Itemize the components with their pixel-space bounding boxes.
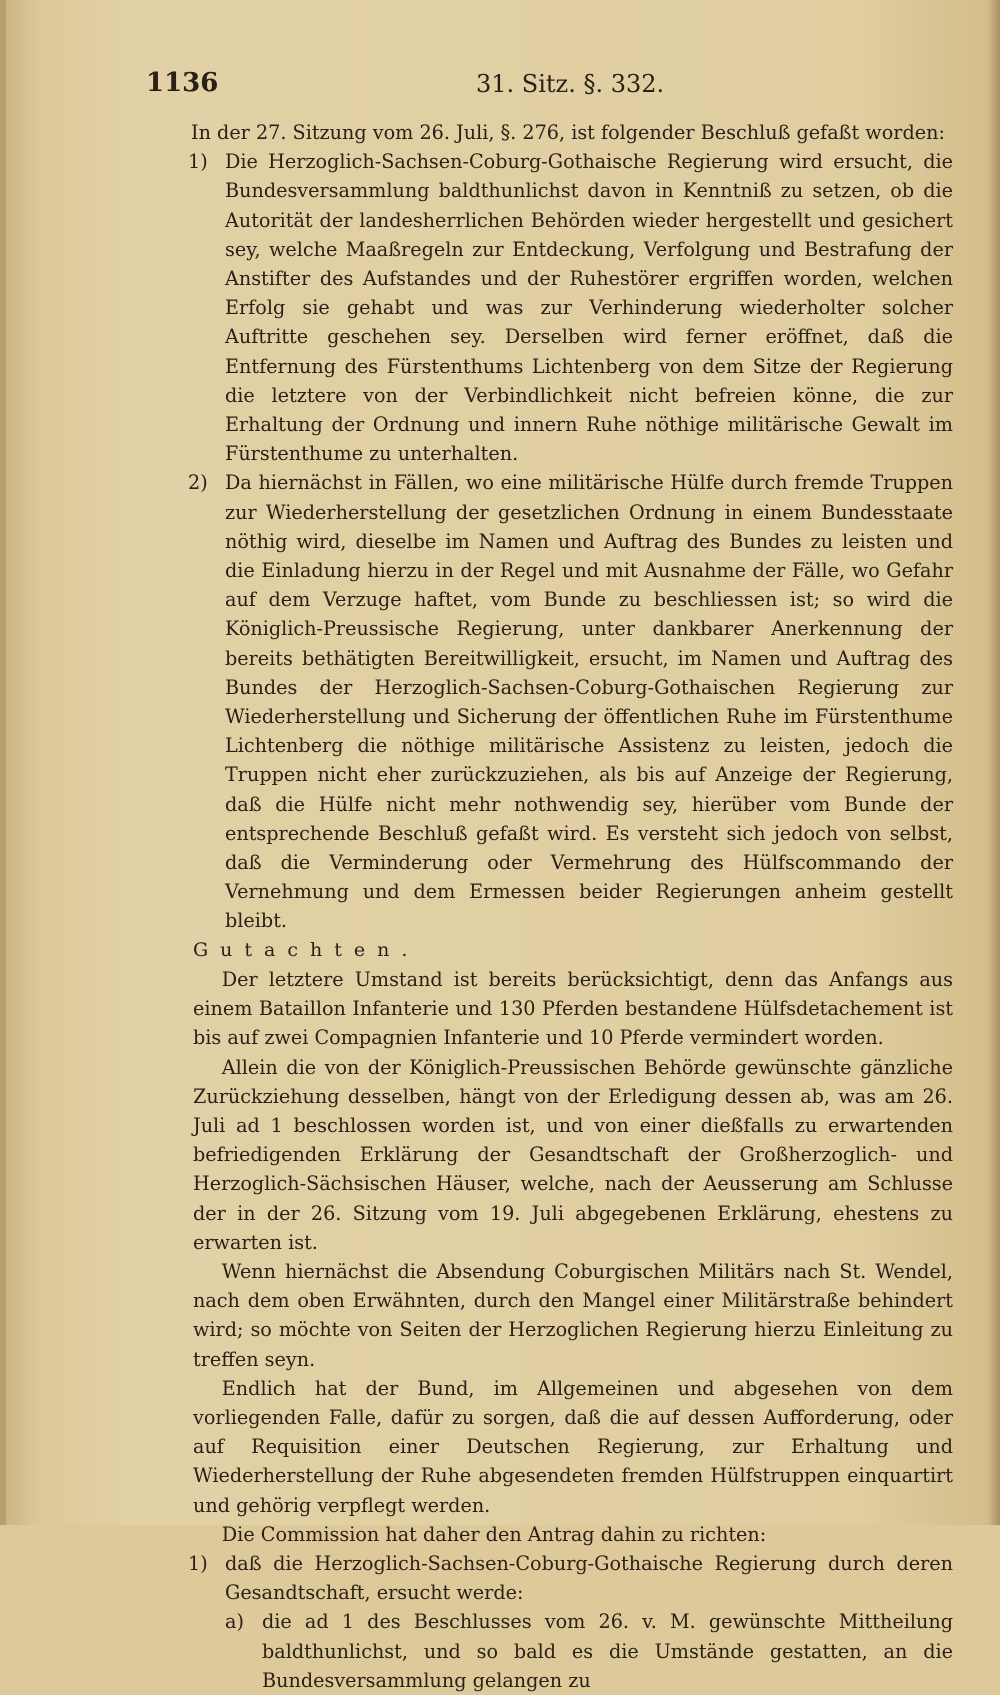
item-number: 1) (188, 150, 208, 174)
item-text: Da hiernächst in Fällen, wo eine militärische Hülfe durch fremde Truppen zur Wiederherstellung der gesetzlichen Ordnung in einem Bundesstaate nöthig wird, dieselbe im Namen und Auftrag des Bundes zu leisten und die Einladung hierzu in der Regel und mit Ausnahme der Fälle, wo Gefahr auf dem Verzuge haftet, vom Bunde zu beschliessen ist; so wird die Königlich-Preussische Regierung, unter dankbarer Anerkennung der bereits bethätigten Bereitwilligkeit, ersucht, im Namen und Auftrag des Bundes der Herzoglich-Sachsen-Coburg-Gothaischen Regierung zur Wiederherstellung und Sicherung der öffentlichen Ruhe im Fürstenthume Lichtenberg die nöthige militärische Assistenz zu leisten, jedoch die Truppen nicht eher zurückzuziehen, als bis auf Anzeige der Regierung, daß die Hülfe nicht mehr nothwendig sey, hierüber vom Bunde der entsprechende Beschluß gefaßt wird. Es versteht sich jedoch von selbst, daß die Verminderung oder Vermehrung des Hülfscommando der Vernehmung und dem Ermessen beider Regierungen anheim gestellt bleibt. (225, 471, 953, 933)
item-text: Die Herzoglich-Sachsen-Coburg-Gothaische Regierung wird ersucht, die Bundesversammlung baldthunlichst davon in Kenntniß zu setzen, ob die Autorität der landesherrlichen Behörden wieder hergestellt und gesichert sey, welche Maaßregeln zur Entdeckung, Verfolgung und Bestrafung der Anstifter des Aufstandes und der Ruhestörer ergriffen worden, welchen Erfolg sie gehabt und was zur Verhinderung wiederholter solcher Auftritte geschehen sey. Derselben wird ferner eröffnet, daß die Entfernung des Fürstenthums Lichtenberg von dem Sitze der Regierung die letztere von der Verbindlichkeit nicht befreien könne, die zur Erhaltung der Ordnung und innern Ruhe nöthige militärische Gewalt im Fürstenthume zu unterhalten. (225, 150, 953, 466)
resolution-item (188, 147, 953, 468)
item-text: daß die Herzoglich-Sachsen-Coburg-Gothaische Regierung durch deren Gesandtschaft, ersucht werde: (225, 1551, 953, 1605)
paragraph: Allein die von der Königlich-Preussischen Behörde gewünschte gänzliche Zurückziehung desselben, hängt von der Erledigung dessen ab, was am 26. Juli ad 1 beschlossen worden ist, und von einer dießfalls zu erwartenden befriedigenden Erklärung der Gesandtschaft der Großherzoglich- und Herzoglich-Sächsischen Häuser, welche, nach der Aeusserung am Schlusse der in der 26. Sitzung vom 19. Juli abgegebenen Erklärung, ehestens zu erwarten ist. (193, 1055, 953, 1254)
item-number: 1) (188, 1551, 208, 1575)
proposal-item (188, 1549, 953, 1607)
resolution-item (188, 468, 953, 935)
sub-item (225, 1607, 953, 1695)
running-head: 31. Sitz. §. 332. (476, 70, 665, 98)
page-edge-left (0, 0, 6, 1525)
intro-line: In der 27. Sitzung vom 26. Juli, §. 276, ist folgender Beschluß gefaßt worden: (191, 121, 945, 144)
sub-item-letter: a) (225, 1610, 244, 1634)
paragraph: Der letztere Umstand ist bereits berücksichtigt, denn das Anfangs aus einem Bataillon Infanterie und 130 Pferden bestandene Hülfsdetachement ist bis auf zwei Compagnien Infanterie und 10 Pferde vermindert worden. (193, 967, 953, 1050)
paragraph: Wenn hiernächst die Absendung Coburgischen Militärs nach St. Wendel, nach dem oben Erwähnten, durch den Mangel einer Militärstraße behindert wird; so möchte von Seiten der Herzoglichen Regierung hierzu Einleitung zu treffen seyn. (193, 1259, 953, 1371)
page-header (146, 68, 966, 108)
paragraph: Endlich hat der Bund, im Allgemeinen und abgesehen von dem vorliegenden Falle, dafür zu sorgen, daß die auf dessen Aufforderung, oder auf Requisition einer Deutschen Regierung, zur Erhaltung und Wiederherstellung der Ruhe abgesendeten fremden Hülfstruppen einquartirt und gehörig verpflegt werden. (193, 1376, 953, 1517)
sub-item-text: die ad 1 des Beschlusses vom 26. v. M. gewünschte Mittheilung baldthunlichst, und so bald es die Umstände gestatten, an die Bundesversammlung gelangen zu (262, 1610, 953, 1692)
page-number: 1136 (146, 68, 219, 98)
page-edge-right (990, 0, 1000, 1525)
paragraph: Die Commission hat daher den Antrag dahin zu richten: (221, 1522, 767, 1546)
body-text (188, 118, 953, 1695)
item-number: 2) (188, 471, 208, 495)
section-heading: Gutachten. (193, 938, 420, 961)
